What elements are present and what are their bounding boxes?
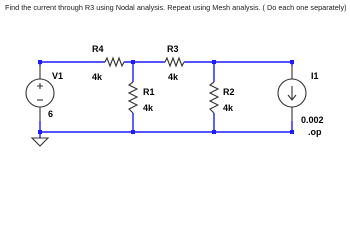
node-bottom-right — [290, 130, 294, 134]
node-r4-r3 — [131, 60, 135, 64]
ground-icon — [32, 138, 48, 146]
r3-value: 4k — [168, 72, 179, 82]
resistor-r3-icon — [165, 58, 184, 66]
r2-value: 4k — [223, 103, 234, 113]
node-bottom-left — [38, 130, 42, 134]
r2-name: R2 — [223, 87, 235, 97]
i1-name: I1 — [311, 71, 319, 81]
node-r3-r2 — [212, 60, 216, 64]
r4-value: 4k — [92, 72, 103, 82]
op-directive: .op — [308, 127, 322, 137]
node-r1-bottom — [131, 130, 135, 134]
node-top-right — [290, 60, 294, 64]
current-source-icon — [278, 66, 306, 121]
question-text: Find the current through R3 using Nodal analysis. Repeat using Mesh analysis. ( Do each one separately) — [5, 3, 347, 12]
r3-name: R3 — [167, 44, 179, 54]
resistor-r4-icon — [105, 58, 124, 66]
i1-value: 0.002 — [301, 115, 324, 125]
node-r2-bottom — [212, 130, 216, 134]
r1-value: 4k — [143, 103, 154, 113]
r4-name: R4 — [92, 44, 104, 54]
resistor-r1-icon — [129, 82, 137, 113]
v1-value: 6 — [48, 109, 54, 119]
wire-top-left — [40, 62, 105, 66]
wire-top-right — [184, 62, 292, 66]
r1-name: R1 — [143, 87, 155, 97]
node-top-left — [38, 60, 42, 64]
resistor-r2-icon — [210, 82, 218, 113]
v1-name: V1 — [52, 71, 64, 81]
